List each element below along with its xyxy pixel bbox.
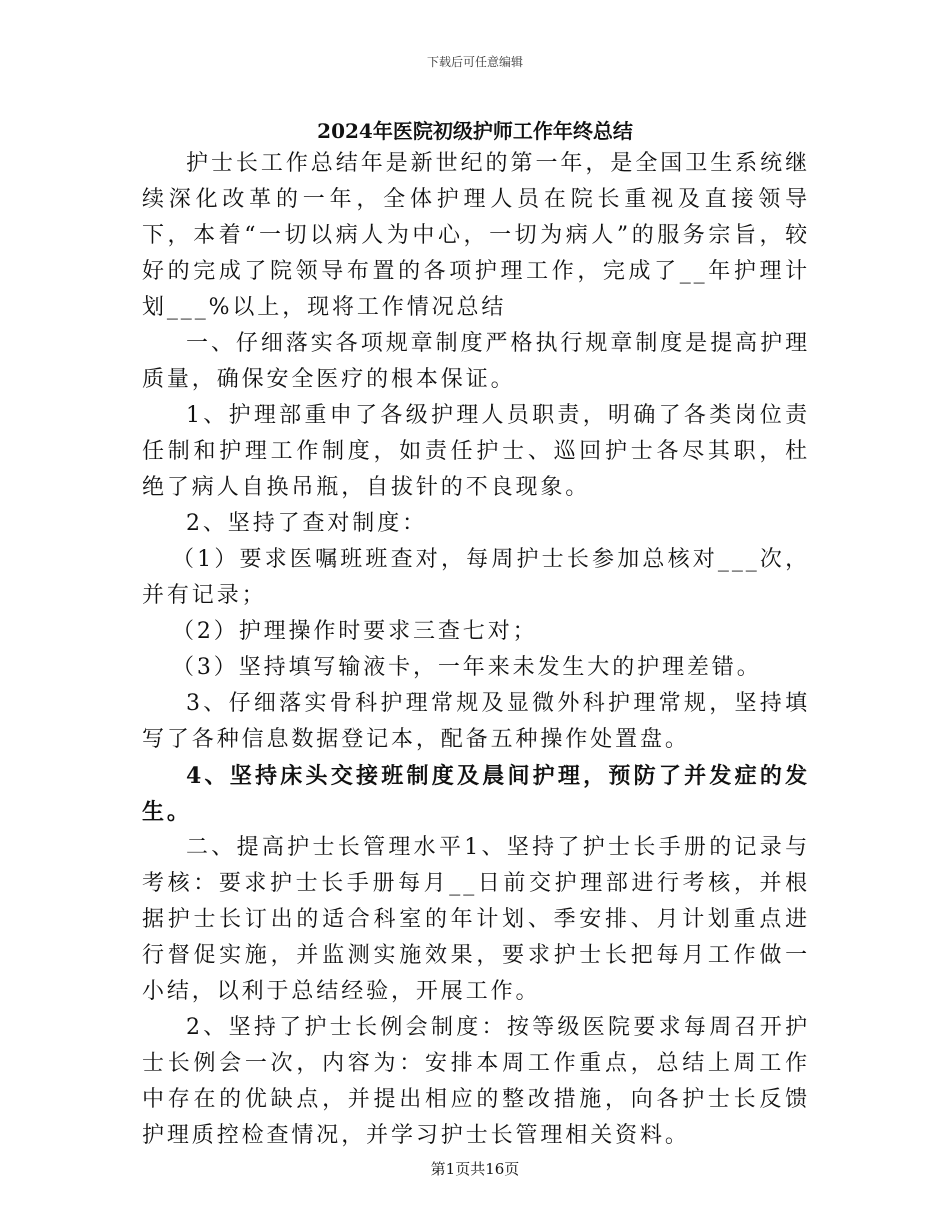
paragraph-item-2: 2、坚持了查对制度：: [186, 511, 427, 536]
paragraph-item-4: 4、坚持床头交接班制度及晨间护理，预防了并发症的发生。: [142, 763, 810, 825]
document-body: [142, 146, 810, 1154]
paragraph-subitem-2: （2）护理操作时要求三查七对；: [172, 619, 538, 644]
paragraph-item-1: 1、护理部重申了各级护理人员职责，明确了各类岗位责任制和护理工作制度，如责任护士、巡回护士各尽其职，杜绝了病人自换吊瓶，自拔针的不良现象。: [142, 403, 810, 500]
page-number: 第1页共16页: [430, 1160, 520, 1178]
document-title: 2024年医院初级护师工作年终总结: [317, 119, 633, 143]
paragraph-intro: 护士长工作总结年是新世纪的第一年，是全国卫生系统继续深化改革的一年，全体护理人员在院长重视及直接领导下，本着“一切以病人为中心，一切为病人”的服务宗旨，较好的完成了院领导布置的各项护理工作，完成了__年护理计划___%以上，现将工作情况总结: [142, 151, 810, 320]
paragraph-subitem-1: （1）要求医嘱班班查对，每周护士长参加总核对___次，并有记录；: [142, 547, 810, 608]
paragraph-subitem-3: （3）坚持填写输液卡，一年来未发生大的护理差错。: [172, 655, 762, 680]
paragraph-section-2: 二、提高护士长管理水平1、坚持了护士长手册的记录与考核：要求护士长手册每月__日前交护理部进行考核，并根据护士长订出的适合科室的年计划、季安排、月计划重点进行督促实施，并监测实施效果，要求护士长把每月工作做一小结，以利于总结经验，开展工作。: [142, 835, 810, 1004]
header-note: 下载后可任意编辑: [426, 55, 523, 69]
paragraph-section-2-item-2: 2、坚持了护士长例会制度：按等级医院要求每周召开护士长例会一次，内容为：安排本周工作重点，总结上周工作中存在的优缺点，并提出相应的整改措施，向各护士长反馈护理质控检查情况，并学习护士长管理相关资料。: [142, 1015, 810, 1148]
paragraph-section-1: 一、仔细落实各项规章制度严格执行规章制度是提高护理质量，确保安全医疗的根本保证。: [142, 331, 810, 392]
paragraph-item-3: 3、仔细落实骨科护理常规及显微外科护理常规，坚持填写了各种信息数据登记本，配备五种操作处置盘。: [142, 691, 810, 752]
